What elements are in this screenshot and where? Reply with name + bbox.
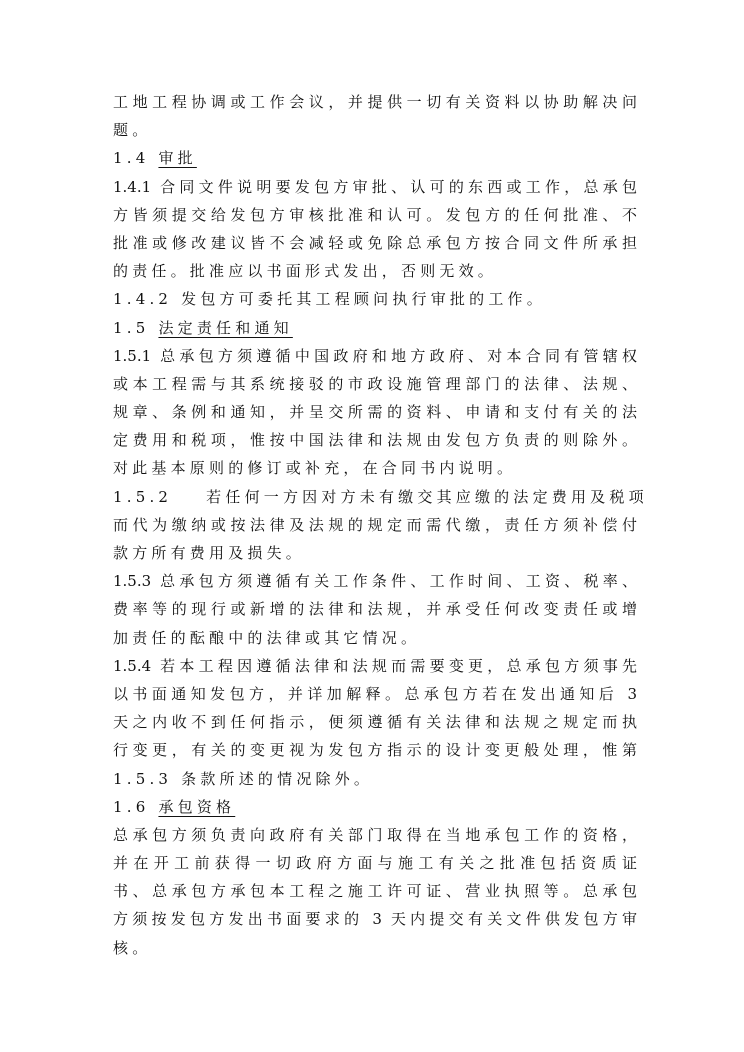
section-heading-1-5	[113, 314, 637, 342]
text-line: 行变更，有关的变更视为发包方指示的设计变更般处理，惟第	[113, 741, 637, 760]
text-line: 1.4.2 发包方可委托其工程顾问执行审批的工作。	[113, 290, 546, 309]
text-line: 1.5.4 若本工程因遵循法律和法规而需要变更，总承包方须事先	[113, 656, 637, 675]
text-line: 对此基本原则的修订或补充，在合同书内说明。	[113, 459, 517, 478]
text-line: 方皆须提交给发包方审核批准和认可。发包方的任何批准、不	[113, 205, 637, 224]
text-line: 1.4.1 合同文件说明要发包方审批、认可的东西或工作，总承包	[113, 177, 637, 196]
text-line: 书、总承包方承包本工程之施工许可证、营业执照等。总承包	[113, 882, 637, 901]
section-heading-1-4	[113, 144, 637, 172]
text-line: 并在开工前获得一切政府方面与施工有关之批准包括资质证	[113, 854, 637, 873]
text-line: 而代为缴纳或按法律及法规的规定而需代缴，责任方须补偿付	[113, 515, 637, 534]
text-line: 1.5.1 总承包方须遵循中国政府和地方政府、对本合同有管辖权	[113, 346, 637, 365]
text-line: 以书面通知发包方，并详加解释。总承包方若在发出通知后 3	[113, 684, 637, 703]
text-line: 方须按发包方发出书面要求的 3 天内提交有关文件供发包方审	[113, 910, 637, 929]
text-line: 费率等的现行或新增的法律和法规，并承受任何改变责任或增	[113, 600, 637, 619]
text-line: 总承包方须负责向政府有关部门取得在当地承包工作的资格，	[113, 825, 637, 844]
text-line: 批准或修改建议皆不会减轻或免除总承包方按合同文件所承担	[113, 233, 637, 252]
section-number: 1.6	[113, 797, 159, 816]
text-line: 或本工程需与其系统接驳的市政设施管理部门的法律、法规、	[113, 374, 637, 393]
text-line: 定费用和税项，惟按中国法律和法规由发包方负责的则除外。	[113, 431, 637, 450]
clause-number: 1.5.2	[113, 487, 173, 506]
section-heading-1-6	[113, 793, 637, 821]
section-title: 承包资格	[158, 797, 236, 816]
text-line: 规章、条例和通知，并呈交所需的资料、申请和支付有关的法	[113, 403, 637, 422]
section-number: 1.5	[113, 318, 159, 337]
text-line	[113, 483, 648, 511]
text-line: 加责任的酝酿中的法律或其它情况。	[113, 628, 421, 647]
text-line: 1.5.3 总承包方须遵循有关工作条件、工作时间、工资、税率、	[113, 572, 637, 591]
section-title: 审批	[158, 149, 197, 168]
section-number: 1.4	[113, 149, 159, 168]
text-line: 款方所有费用及损失。	[113, 544, 306, 562]
text-line: 1.5.3 条款所述的情况除外。	[113, 769, 374, 788]
section-title: 法定责任和通知	[158, 318, 293, 337]
clause-text: 若任何一方因对方未有缴交其应缴的法定费用及税项	[206, 487, 648, 506]
text-line: 的责任。批准应以书面形式发出，否则无效。	[113, 262, 498, 281]
text-line: 题。	[113, 121, 152, 140]
document-body	[113, 88, 648, 962]
text-line: 核。	[113, 938, 152, 957]
text-line: 天之内收不到任何指示，便须遵循有关法律和法规之规定而执	[113, 713, 637, 732]
text-line: 工地工程协调或工作会议，并提供一切有关资料以协助解决问	[113, 93, 637, 111]
